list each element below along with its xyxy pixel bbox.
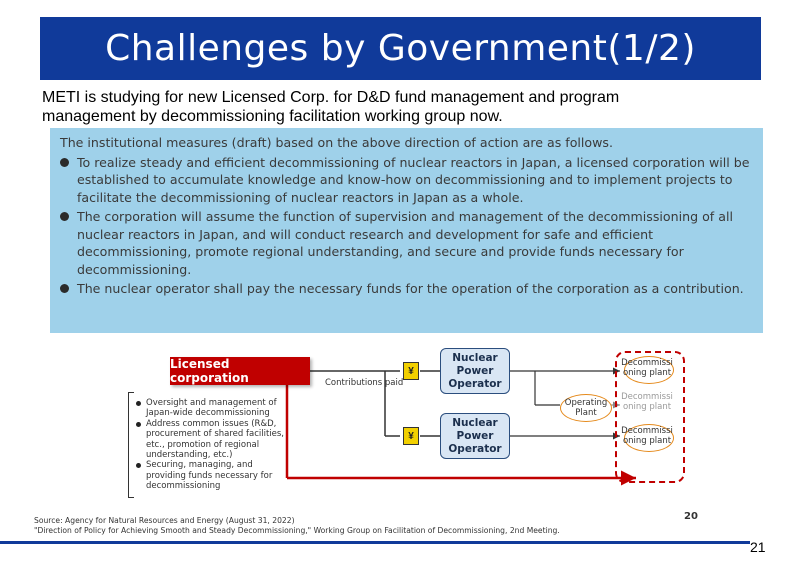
slide-title: Challenges by Government(1/2) <box>105 28 696 69</box>
licensed-corporation-box: Licensed corporation <box>170 357 310 385</box>
yen-icon: ¥ <box>403 362 419 380</box>
measures-intro: The institutional measures (draft) based on the above direction of action are as follows. <box>60 135 613 150</box>
bullet-icon <box>136 422 141 427</box>
nuclear-power-operator-1: Nuclear Power Operator <box>440 348 510 394</box>
subtitle-line-1: METI is studying for new Licensed Corp. for D&D fund management and program <box>42 89 620 106</box>
function-item: Oversight and management of Japan-wide decommissioning <box>136 398 286 419</box>
figure-page-number: 20 <box>684 511 698 522</box>
slide-page-number: 21 <box>750 539 766 555</box>
function-item: Address common issues (R&D, procurement of shared facilities, etc., promotion of regional understanding, etc.) <box>136 419 286 461</box>
nuclear-power-operator-2: Nuclear Power Operator <box>440 413 510 459</box>
footer-rule <box>0 541 750 544</box>
measure-text: To realize steady and efficient decommissioning of nuclear reactors in Japan, a licensed corporation will be established to accumulate knowledge and know-how on decommissioning and to implement projects to facilitate the decommissioning of nuclear reactors in Japan as a whole. <box>77 154 750 205</box>
yen-icon: ¥ <box>403 427 419 445</box>
decommissioning-plant-1: Decommissi oning plant <box>621 358 673 378</box>
subtitle-line-2: management by decommissioning facilitation working group now. <box>42 108 503 125</box>
bullet-icon <box>136 463 141 468</box>
source-citation: Source: Agency for Natural Resources and Energy (August 31, 2022) "Direction of Policy for Achieving Smooth and Steady Decommissioning," Working Group on Facilitation of Decommissioning, 2nd Meeting. <box>34 516 560 535</box>
contributions-paid-label: Contributions paid <box>325 378 404 388</box>
measure-text: The corporation will assume the function of supervision and management of the decommissioning of all nuclear reactors in Japan, and will conduct research and development for safe and efficient decommissioning, promote regional understanding, and secure and provide funds necessary for decommissioning. <box>77 209 733 277</box>
decommissioning-plant-3: Decommissi oning plant <box>621 426 673 446</box>
decommissioning-plant-2: Decommissi oning plant <box>621 392 673 412</box>
bullet-icon <box>136 401 141 406</box>
corporation-functions-list <box>136 398 286 492</box>
measure-text: The nuclear operator shall pay the necessary funds for the operation of the corporation as a contribution. <box>77 281 744 296</box>
operating-plant: Operating Plant <box>560 394 612 422</box>
functions-bracket <box>128 392 134 498</box>
function-item: Securing, managing, and providing funds necessary for decommissioning <box>136 460 286 491</box>
